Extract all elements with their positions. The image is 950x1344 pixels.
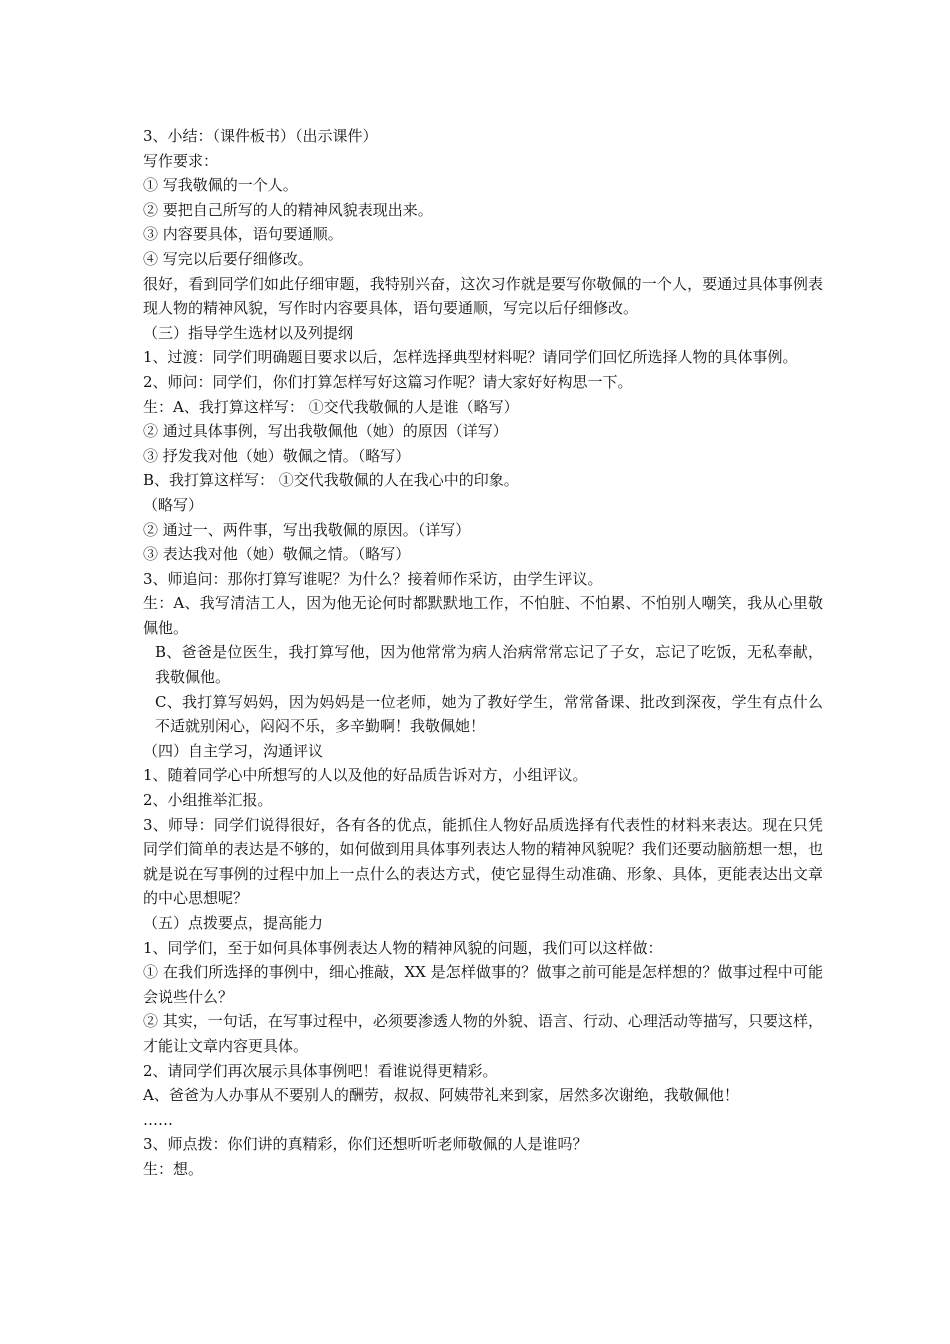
requirements-heading: 写作要求： — [143, 151, 219, 170]
requirement-item-3: ③ 内容要具体，语句要通顺。 — [143, 225, 343, 244]
self-study-step-2: 2、小组推举汇报。 — [143, 791, 273, 810]
teacher-praise-paragraph: 很好，看到同学们如此仔细审题，我特别兴奋，这次习作就是要写你敬佩的一个人，要通过具体事例表现人物的精神风貌，写作时内容要具体，语句要通顺，写完以后仔细修改。 — [143, 274, 823, 318]
document-body — [143, 124, 823, 1182]
section-5-heading: （五）点拨要点，提高能力 — [143, 914, 324, 932]
ellipsis: …… — [143, 1110, 173, 1129]
section-4-heading: （四）自主学习，沟通评议 — [143, 741, 324, 760]
plan-a-step-3: ③ 抒发我对他（她）敬佩之情。（略写） — [143, 446, 411, 465]
requirement-item-1: ① 写我敬佩的一个人。 — [143, 176, 298, 195]
summary-heading: 3、小结：（课件板书）（出示课件） — [143, 127, 378, 145]
transition-paragraph: 1、过渡：同学们明确题目要求以后，怎样选择典型材料呢？请同学们回忆所选择人物的具体事例。 — [143, 348, 798, 367]
student-reply: 生：想。 — [143, 1159, 204, 1178]
plan-a-step-2: ② 通过具体事例，写出我敬佩他（她）的原因（详写） — [143, 422, 508, 441]
section-3-heading: （三）指导学生选材以及列提纲 — [143, 323, 354, 342]
plan-b-step-3: ③ 表达我对他（她）敬佩之情。（略写） — [143, 545, 411, 564]
student-answer-b: B、爸爸是位医生，我打算写他，因为他常常为病人治病常常忘记了子女，忘记了吃饭，无私奉献，我敬佩他。 — [155, 643, 823, 687]
show-examples-prompt: 2、请同学们再次展示具体事例吧！看谁说得更精彩。 — [143, 1061, 498, 1080]
method-item-2: ② 其实，一句话，在写事过程中，必须要渗透人物的外貌、语言、行动、心理活动等描写，只要这样，才能让文章内容更具体。 — [143, 1012, 823, 1055]
plan-b-step-1-note: （略写） — [143, 495, 204, 514]
student-answer-a: 生：A、我写清洁工人，因为他无论何时都默默地工作，不怕脏、不怕累、不怕别人嘲笑，我从心里敬佩他。 — [143, 594, 823, 637]
self-study-step-1: 1、随着同学心中所想写的人以及他的好品质告诉对方，小组评议。 — [143, 766, 588, 785]
method-item-1: ① 在我们所选择的事例中，细心推敲，XX 是怎样做事的？做事之前可能是怎样想的？做事过程中可能会说些什么？ — [143, 963, 823, 1006]
teacher-follow-up-question: 3、师追问：那你打算写谁呢？为什么？接着师作采访，由学生评议。 — [143, 569, 603, 588]
requirement-item-2: ② 要把自己所写的人的精神风貌表现出来。 — [143, 200, 433, 219]
example-a: A、爸爸为人办事从不要别人的酬劳，叔叔、阿姨带礼来到家，居然多次谢绝，我敬佩他！ — [143, 1086, 739, 1105]
plan-b-step-2: ② 通过一、两件事，写出我敬佩的原因。（详写） — [143, 520, 471, 539]
student-plan-a: 生：A、我打算这样写： ①交代我敬佩的人是谁（略写） — [143, 397, 519, 416]
student-answer-c: C、我打算写妈妈，因为妈妈是一位老师，她为了教好学生，常常备课、批改到深夜，学生有点什么不适就别闲心，闷闷不乐，多辛勤啊！我敬佩她！ — [155, 692, 823, 736]
teacher-comment: 3、师点拨：你们讲的真精彩，你们还想听听老师敬佩的人是谁吗？ — [143, 1135, 588, 1154]
teacher-guidance-paragraph: 3、师导：同学们说得很好，各有各的优点，能抓住人物好品质选择有代表性的材料来表达。现在只凭同学们简单的表达是不够的，如何做到用具体事列表达人物的精神风貌呢？我们还要动脑筋想一想，也就是说在写事例的过程中加上一点什么的表达方式，使它显得生动准确、形象、具体，更能表达出文章的中心思想呢？ — [143, 815, 823, 908]
student-plan-b: B、我打算这样写： ①交代我敬佩的人在我心中的印象。 — [143, 471, 519, 490]
method-intro: 1、同学们，至于如何具体事例表达人物的精神风貌的问题，我们可以这样做： — [143, 938, 663, 957]
requirement-item-4: ④ 写完以后要仔细修改。 — [143, 249, 313, 268]
teacher-question-paragraph: 2、师问：同学们，你们打算怎样写好这篇习作呢？请大家好好构思一下。 — [143, 372, 633, 391]
